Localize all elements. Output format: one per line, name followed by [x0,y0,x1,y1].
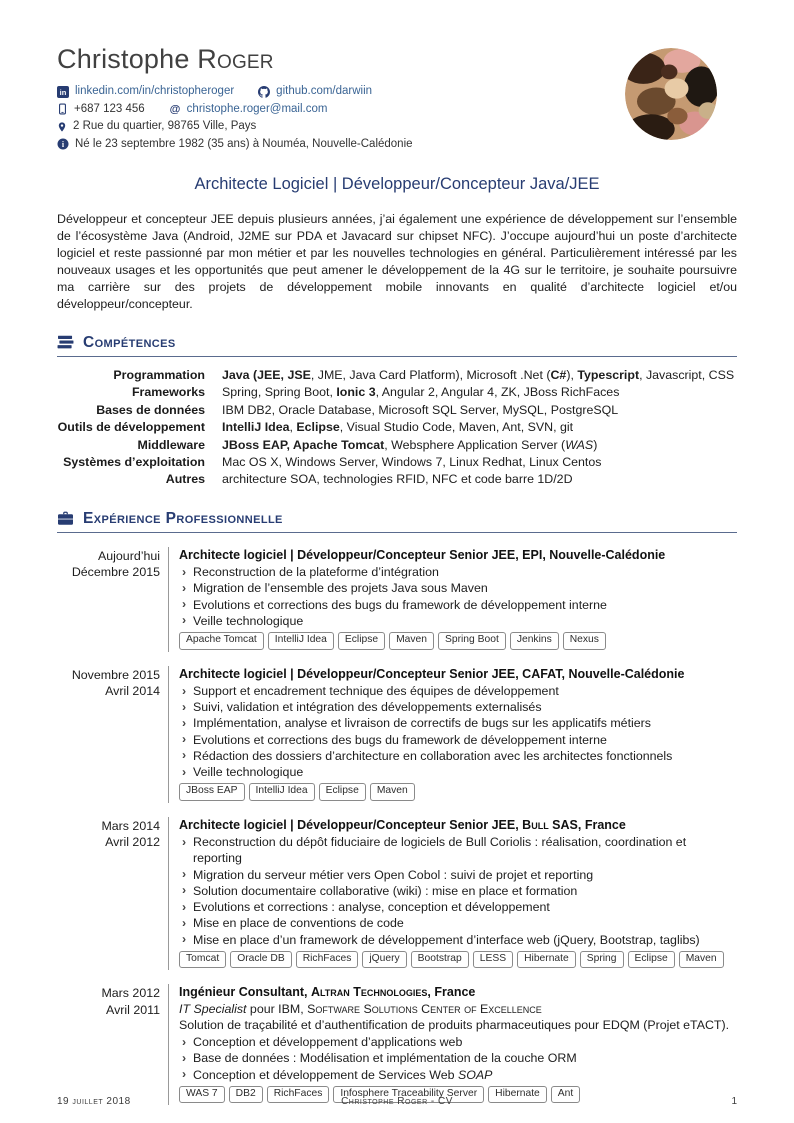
entry-bullets [179,564,737,629]
address-text: 2 Rue du quartier, 98765 Ville, Pays [73,120,257,132]
tech-tag: IntelliJ Idea [249,783,315,801]
header [57,44,737,153]
entry-bullets [179,834,737,947]
birth-text: Né le 23 septembre 1982 (35 ans) à Nouméa, Nouvelle-Calédonie [75,137,413,150]
bullet-item [179,683,737,699]
entry-date-bottom: Avril 2014 [105,684,160,699]
section-competences [57,334,737,489]
entry-description: Solution de traçabilité et d’authentification de produits pharmaceutiques pour EDQM (Projet eTACT). [179,1017,730,1032]
tech-tag: Tomcat [179,951,226,969]
contact-row-1 [57,83,413,101]
github-link[interactable]: github.com/darwiin [276,85,373,97]
competence-row [57,384,737,401]
contact-row-4 [57,136,413,154]
tech-tag: Spring [580,951,624,969]
bullet-text: Implémentation, analyse et livraison de correctifs de bugs sur les applicatifs métiers [193,716,651,731]
header-identity [57,44,413,153]
page-title [57,44,413,75]
bullet-item [179,699,737,715]
bullet-text: Migration du serveur métier vers Open Cobol : suivi de projet et reporting [193,867,594,882]
bullet-text: Support et encadrement technique des équipes de développement [193,684,559,699]
bullet-text: Solution documentaire collaborative (wiki) : mise en place et formation [193,883,578,898]
entry-date-bottom: Décembre 2015 [71,565,160,580]
linkedin-contact [57,83,234,101]
contact-row-2 [57,101,413,119]
experience-entry [57,547,737,652]
tech-tag: Eclipse [628,951,675,969]
avatar [625,48,717,140]
phone-contact [57,101,145,119]
tech-tag: Ant [551,1086,580,1104]
competences-heading [57,334,737,357]
email-contact [169,101,328,119]
email-icon [169,103,181,115]
bullet-item [179,834,737,866]
competence-value: JBoss EAP, Apache Tomcat, Websphere Application Server (WAS) [222,437,598,452]
competence-value: Mac OS X, Windows Server, Windows 7, Linux Redhat, Linux Centos [222,454,602,469]
tech-tag: RichFaces [296,951,359,969]
bullet-text: Conception et développement de Services Web SOAP [193,1067,493,1082]
entry-body [168,547,737,652]
github-contact [258,83,372,101]
job-title: Architecte Logiciel | Développeur/Concepteur Java/JEE [194,175,600,193]
first-name: Christophe [57,44,190,74]
tech-tag: Maven [679,951,724,969]
competence-label: Frameworks [131,385,205,400]
entry-bullets [179,1034,737,1083]
email-link[interactable]: christophe.roger@mail.com [186,102,328,115]
bullet-item [179,883,737,899]
bullet-item [179,915,737,931]
bullet-text: Mise en place de conventions de code [193,916,404,931]
entry-body [168,666,737,803]
entry-title: Architecte logiciel | Développeur/Concepteur Senior JEE, CAFAT, Nouvelle-Calédonie [179,666,685,681]
bullet-text: Evolutions et corrections des bugs du framework de développement interne [193,597,607,612]
tech-tag: WAS 7 [179,1086,225,1104]
competence-value: architecture SOA, technologies RFID, NFC et code barre 1D/2D [222,472,573,487]
summary: Développeur et concepteur JEE depuis plusieurs années, j’ai également une expérience de développement sur l’ensemble de l’écosystème Java (Android, J2ME sur PDA et Javacard sur chipset NFC). J’occupe aujourd’hui un poste d’architecte logiciel et reste passionné par mon métier et par les nouvelles technologies en général. Particulièrement intéressé par les nouveaux usages et les opportunités que peut amener le développement de la 4G sur le territoire, je souhaite poursuivre ma carrière sur des projets de développement mobile innovants en qualité d’architecte logiciel et/ou développeur/concepteur. [57,212,737,311]
entry-date-range [57,666,160,803]
tech-tag: Nexus [563,632,606,650]
last-name: Roger [197,44,274,74]
contact-row-3 [57,118,413,136]
entry-date-range [57,984,160,1105]
competence-value: IntelliJ Idea, Eclipse, Visual Studio Code, Maven, Ant, SVN, git [222,420,574,435]
experience-heading-label: Expérience Professionnelle [83,509,283,527]
tech-tag: DB2 [229,1086,263,1104]
phone-icon [57,103,68,115]
experience-entry [57,817,737,970]
github-icon [258,86,270,98]
bullet-text: Suivi, validation et intégration des développements externalisés [193,700,542,715]
linkedin-link[interactable]: linkedin.com/in/christopheroger [75,85,235,97]
bullet-text: Veille technologique [193,765,304,780]
page-number: 1 [731,1096,737,1107]
experience-entry [57,984,737,1105]
bullet-text: Migration de l’ensemble des projets Java sous Maven [193,581,488,596]
competence-row [57,402,737,419]
entry-title: Architecte logiciel | Développeur/Concepteur Senior JEE, EPI, Nouvelle-Calédonie [179,547,666,562]
footer-title: Christophe Roger - CV [341,1096,453,1107]
phone-number: +687 123 456 [74,102,145,115]
competence-row [57,419,737,436]
tech-tag: Infosphere Traceability Server [333,1086,484,1104]
bullet-item [179,715,737,731]
competence-row [57,437,737,454]
tech-tag: IntelliJ Idea [268,632,334,650]
entry-tags [179,951,737,969]
bullet-text: Mise en place d’un framework de développement d’interface web (jQuery, Bootstrap, taglibs) [193,932,700,947]
bullet-item [179,1067,737,1083]
entry-subtitle: IT Specialist pour IBM, Software Solutions Center of Excellence [179,1001,542,1016]
experience-heading [57,510,737,533]
competence-label: Bases de données [96,402,205,417]
briefcase-icon [57,511,74,526]
bullet-item [179,1050,737,1066]
svg-text:@: @ [169,103,181,116]
entry-tags [179,783,737,801]
bullet-item [179,764,737,780]
competences-table [57,367,737,489]
location-icon [57,121,67,133]
competence-label: Systèmes d’exploitation [63,454,205,469]
bullet-text: Evolutions et corrections : analyse, conception et développement [193,900,550,915]
tech-tag: Apache Tomcat [179,632,264,650]
entry-date-bottom: Avril 2011 [106,1002,160,1017]
competence-label: Outils de développement [57,420,205,435]
bullet-text: Evolutions et corrections des bugs du framework de développement interne [193,732,607,747]
bullet-item [179,580,737,596]
entry-date-top: Mars 2014 [101,818,160,833]
tech-tag: Eclipse [338,632,385,650]
tech-tag: Hibernate [488,1086,547,1104]
svg-text:in: in [59,87,67,97]
entry-date-top: Aujourd’hui [98,548,160,563]
competence-label: Autres [165,472,205,487]
entry-date-top: Novembre 2015 [71,667,160,682]
linkedin-icon [57,86,69,98]
tech-tag: jQuery [362,951,406,969]
bullet-text: Veille technologique [193,613,304,628]
bullet-text: Reconstruction du dépôt fiduciaire de logiciels de Bull Coriolis : réalisation, coordination et reporting [193,835,687,866]
tech-tag: Maven [389,632,434,650]
competence-value: Java (JEE, JSE, JME, Java Card Platform), Microsoft .Net (C#), Typescript, Javascript, CSS [222,367,735,382]
footer-date: 19 juillet 2018 [57,1096,131,1107]
competence-label: Programmation [113,367,205,382]
tech-tag: Maven [370,783,415,801]
entry-title: Ingénieur Consultant, Altran Technologies, France [179,985,476,1000]
bullet-item [179,597,737,613]
entry-date-range [57,547,160,652]
svg-text:i: i [61,140,65,150]
books-icon [57,335,74,350]
competence-row [57,454,737,471]
entry-title: Architecte logiciel | Développeur/Concepteur Senior JEE, Bull SAS, France [179,817,626,832]
competence-value: Spring, Spring Boot, Ionic 3, Angular 2, Angular 4, ZK, JBoss RichFaces [222,385,620,400]
bullet-item [179,867,737,883]
tech-tag: LESS [473,951,513,969]
entry-bullets [179,683,737,780]
entry-body [168,817,737,970]
bullet-item [179,732,737,748]
bullet-item [179,932,737,948]
bullet-text: Conception et développement d’applications web [193,1035,463,1050]
competence-row [57,367,737,384]
experience-entry [57,666,737,803]
address-contact [57,118,256,136]
entry-date-top: Mars 2012 [101,986,160,1001]
bullet-text: Base de données : Modélisation et implémentation de la couche ORM [193,1051,577,1066]
bullet-text: Reconstruction de la plateforme d’intégration [193,565,439,580]
entry-date-range [57,817,160,970]
tech-tag: RichFaces [267,1086,330,1104]
entry-tags [179,632,737,650]
entry-date-bottom: Avril 2012 [105,835,160,850]
info-icon [57,138,69,150]
tech-tag: JBoss EAP [179,783,245,801]
tech-tag: Hibernate [517,951,576,969]
bullet-item [179,748,737,764]
tech-tag: Jenkins [510,632,559,650]
tech-tag: Bootstrap [411,951,469,969]
entry-body [168,984,737,1105]
page-footer [57,1096,737,1107]
bullet-item [179,899,737,915]
tech-tag: Eclipse [319,783,366,801]
bullet-item [179,613,737,629]
bullet-item [179,564,737,580]
avatar-image [625,48,717,140]
bullet-item [179,1034,737,1050]
competence-label: Middleware [137,437,205,452]
competence-value: IBM DB2, Oracle Database, Microsoft SQL Server, MySQL, PostgreSQL [222,402,619,417]
section-experience [57,510,737,1105]
tech-tag: Oracle DB [230,951,292,969]
birth-contact [57,136,413,154]
competences-heading-label: Compétences [83,333,176,351]
tech-tag: Spring Boot [438,632,506,650]
competence-row [57,471,737,488]
bullet-text: Rédaction des dossiers d’architecture en collaboration avec les architectes fonctionnels [193,748,673,763]
